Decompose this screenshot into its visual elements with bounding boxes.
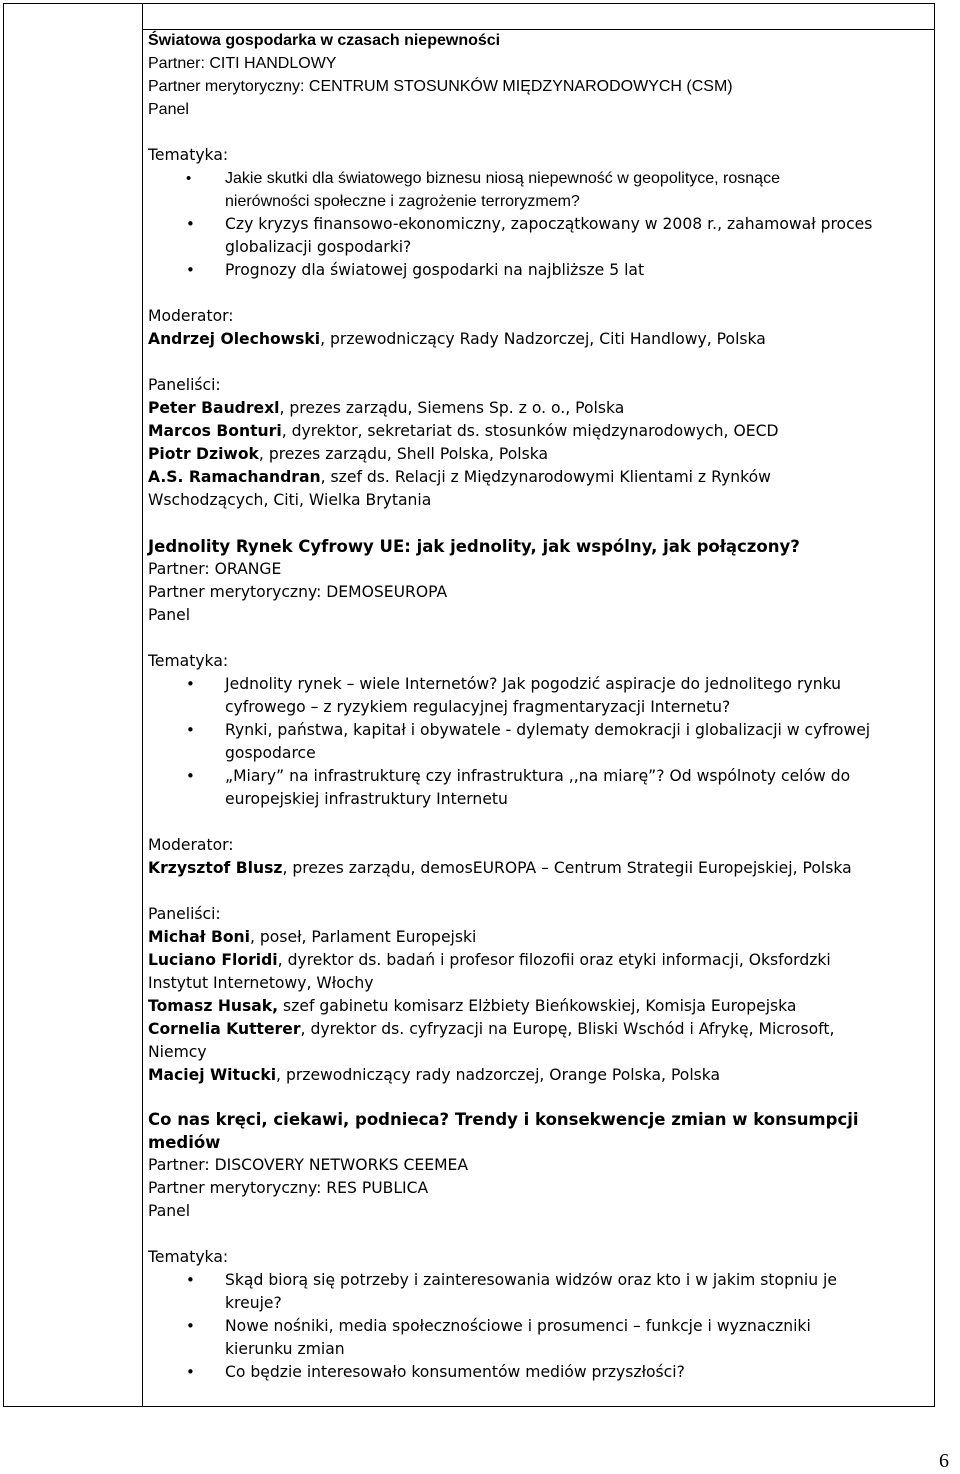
list-item: • Rynki, państwa, kapitał i obywatele - dylematy demokracji i globalizacji w cyfrowej gospodarce: [148, 719, 918, 765]
list-item: • „Miary” na infrastrukturę czy infrastruktura ,,na miarę”? Od wspólnoty celów do europejskiej infrastruktury Internetu: [148, 765, 918, 811]
session-title: Co nas kręci, ciekawi, podnieca? Trendy i konsekwencje zmian w konsumpcji: [148, 1110, 859, 1129]
panelist: A.S. Ramachandran, szef ds. Relacji z Międzynarodowymi Klientami z Rynków: [148, 468, 771, 486]
topics-list: [148, 673, 918, 811]
partner-merit: Partner merytoryczny: RES PUBLICA: [148, 1179, 429, 1197]
panelist: Maciej Witucki, przewodniczący rady nadzorczej, Orange Polska, Polska: [148, 1066, 721, 1084]
topics-label: Tematyka:: [148, 146, 229, 164]
format: Panel: [148, 101, 189, 118]
column-divider: [142, 4, 143, 1406]
partner-merit: Partner merytoryczny: DEMOSEUROPA: [148, 583, 448, 601]
list-item: • Jednolity rynek – wiele Internetów? Jak pogodzić aspiracje do jednolitego rynku cyfrowego – z ryzykiem regulacyjnej fragmentaryzacji Internetu?: [148, 673, 918, 719]
session-title: Jednolity Rynek Cyfrowy UE: jak jednolity, jak wspólny, jak połączony?: [148, 537, 800, 556]
topics-label: Tematyka:: [148, 1248, 229, 1266]
partner: Partner: CITI HANDLOWY: [148, 55, 337, 72]
topics-label: Tematyka:: [148, 652, 229, 670]
moderator-label: Moderator:: [148, 836, 234, 854]
partner: Partner: ORANGE: [148, 560, 282, 578]
partner: Partner: DISCOVERY NETWORKS CEEMEA: [148, 1156, 469, 1174]
panelist: Cornelia Kutterer, dyrektor ds. cyfryzacji na Europę, Bliski Wschód i Afrykę, Microsoft,: [148, 1020, 835, 1038]
session-world-economy: [148, 29, 918, 512]
panelist: Piotr Dziwok, prezes zarządu, Shell Polska, Polska: [148, 445, 549, 463]
panelist-continuation: Niemcy: [148, 1043, 207, 1061]
panelist: Luciano Floridi, dyrektor ds. badań i profesor filozofii oraz etyki informacji, Oksfordzki: [148, 951, 831, 969]
moderator: Andrzej Olechowski, przewodniczący Rady Nadzorczej, Citi Handlowy, Polska: [148, 330, 766, 348]
panelist-continuation: Wschodzących, Citi, Wielka Brytania: [148, 491, 432, 509]
list-item: • Skąd biorą się potrzeby i zainteresowania widzów oraz kto i w jakim stopniu je kreuje?: [148, 1269, 918, 1315]
panelists-label: Paneliści:: [148, 905, 221, 923]
format: Panel: [148, 606, 191, 624]
moderator: Krzysztof Blusz, prezes zarządu, demosEUROPA – Centrum Strategii Europejskiej, Polska: [148, 859, 852, 877]
panelists-label: Paneliści:: [148, 376, 221, 394]
session-media-consumption: [148, 1108, 918, 1384]
list-item: • Prognozy dla światowej gospodarki na najbliższe 5 lat: [148, 259, 918, 282]
topics-list: [148, 1269, 918, 1384]
panelist: Tomasz Husak, szef gabinetu komisarz Elżbiety Bieńkowskiej, Komisja Europejska: [148, 997, 797, 1015]
panelist: Michał Boni, poseł, Parlament Europejski: [148, 928, 477, 946]
session-title-cont: mediów: [148, 1133, 221, 1152]
list-item: • Nowe nośniki, media społecznościowe i prosumenci – funkcje i wyznaczniki kierunku zmian: [148, 1315, 918, 1361]
panelist-continuation: Instytut Internetowy, Włochy: [148, 974, 374, 992]
list-item: • Co będzie interesowało konsumentów mediów przyszłości?: [148, 1361, 918, 1384]
session-title: Światowa gospodarka w czasach niepewności: [148, 32, 501, 49]
panelist: Marcos Bonturi, dyrektor, sekretariat ds. stosunków międzynarodowych, OECD: [148, 422, 779, 440]
partner-merit: Partner merytoryczny: CENTRUM STOSUNKÓW MIĘDZYNARODOWYCH (CSM): [148, 78, 733, 95]
list-item: • Jakie skutki dla światowego biznesu niosą niepewność w geopolityce, rosnące nierówności społeczne i zagrożenie terroryzmem?: [148, 167, 918, 213]
session-digital-single-market: [148, 535, 918, 1087]
page-number: 6: [939, 1450, 949, 1472]
panelist: Peter Baudrexl, prezes zarządu, Siemens Sp. z o. o., Polska: [148, 399, 625, 417]
moderator-label: Moderator:: [148, 307, 234, 325]
format: Panel: [148, 1202, 191, 1220]
list-item: • Czy kryzys finansowo-ekonomiczny, zapoczątkowany w 2008 r., zahamował proces globalizacji gospodarki?: [148, 213, 918, 259]
topics-list: [148, 167, 918, 282]
